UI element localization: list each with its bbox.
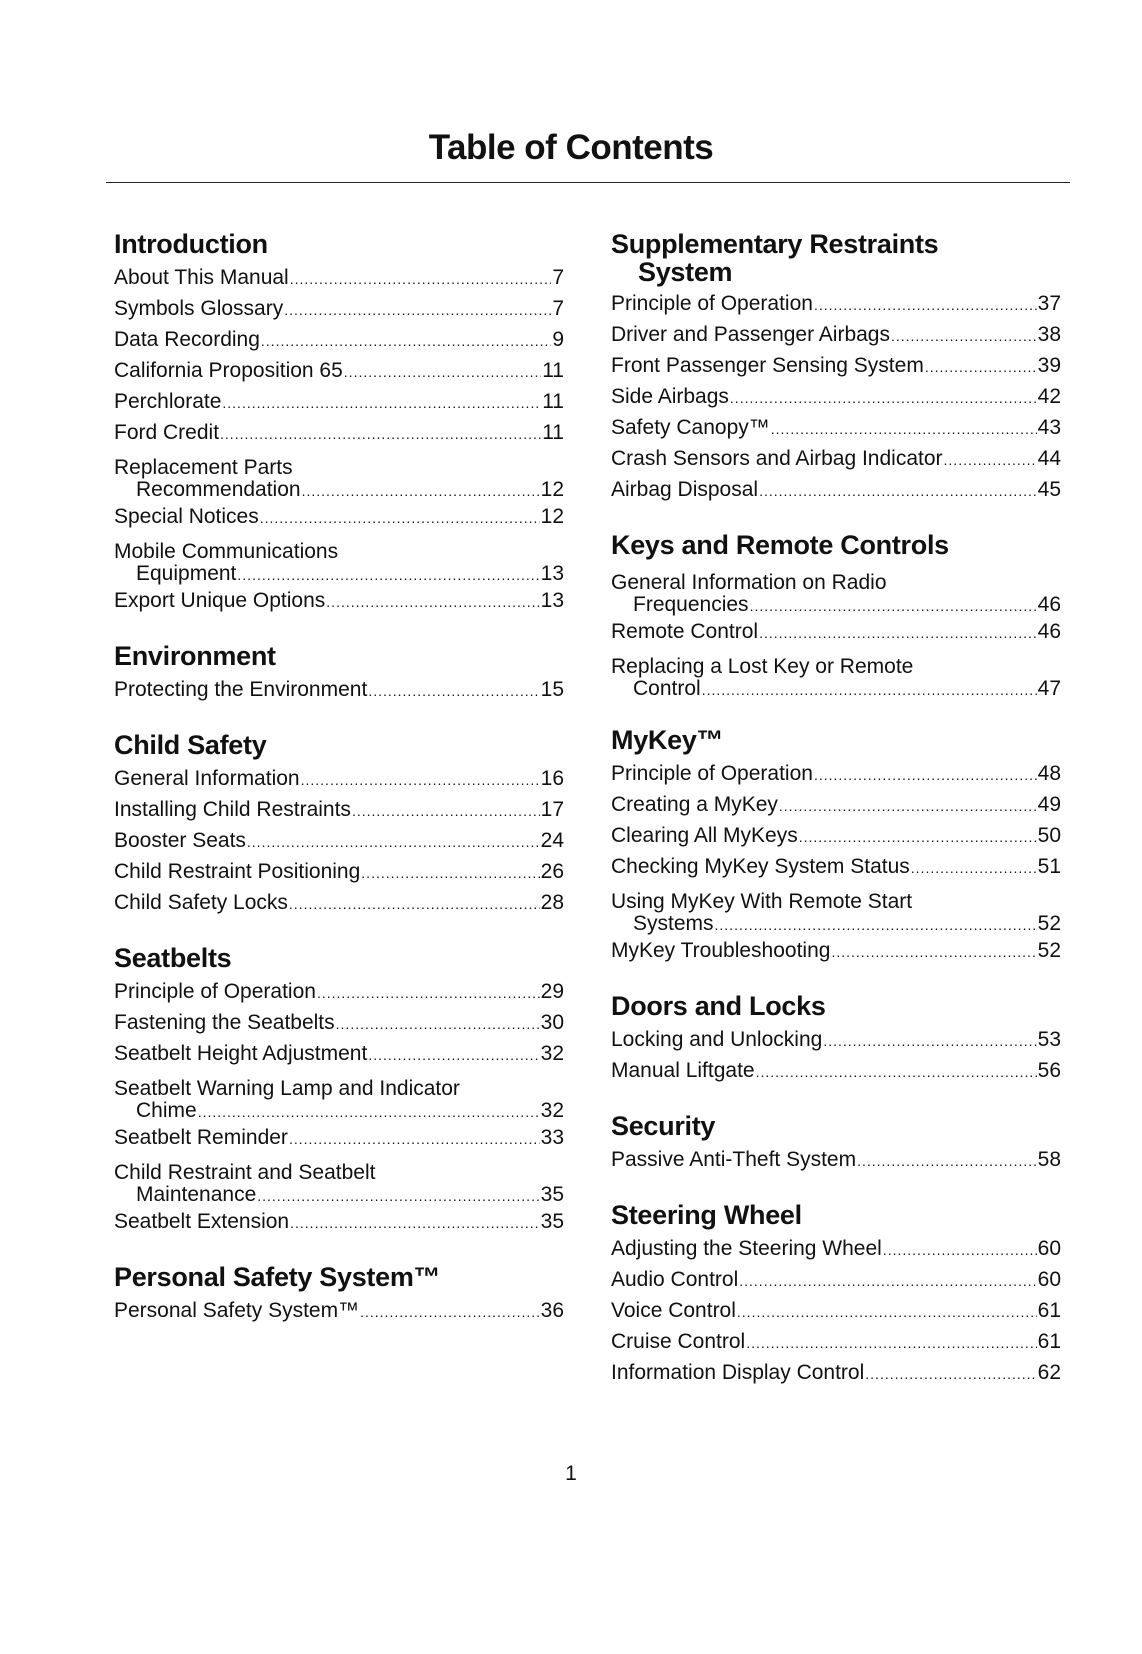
entry-page-number: 15	[540, 678, 564, 701]
section-heading-text: Introduction	[114, 229, 268, 259]
entry-page-number: 12	[540, 478, 564, 501]
entry-row	[611, 444, 1061, 475]
entry-page-number: 29	[540, 980, 564, 1003]
section-heading[interactable]	[114, 1262, 564, 1292]
section-heading[interactable]	[611, 725, 1061, 755]
entry-row	[114, 325, 564, 356]
toc-entry[interactable]	[114, 795, 564, 826]
entry-label: Information Display Control	[611, 1361, 865, 1384]
entry-row	[611, 936, 1061, 967]
entry-label-continuation: Systems	[633, 912, 714, 935]
entry-row	[114, 1184, 564, 1207]
toc-entry[interactable]	[114, 449, 564, 502]
dot-leader	[317, 978, 540, 1008]
entry-page-number: 35	[540, 1183, 564, 1206]
toc-section	[114, 1262, 564, 1327]
entry-row	[611, 913, 1061, 936]
dot-leader	[771, 414, 1037, 444]
section-heading-continuation: System	[638, 257, 733, 287]
entry-page-number: 28	[540, 891, 564, 914]
entry-page-number: 60	[1037, 1268, 1061, 1291]
section-heading-text: Steering Wheel	[611, 1200, 802, 1230]
section-heading-text: Child Safety	[114, 730, 267, 760]
toc-entry[interactable]	[611, 883, 1061, 936]
toc-section	[114, 229, 564, 617]
toc-entry[interactable]	[114, 502, 564, 533]
toc-entry[interactable]	[611, 852, 1061, 883]
section-heading[interactable]	[611, 530, 1061, 560]
toc-entry[interactable]	[611, 1056, 1061, 1087]
dot-leader	[715, 914, 1037, 936]
section-heading-text: Seatbelts	[114, 943, 232, 973]
entry-label: Principle of Operation	[611, 762, 813, 785]
entry-label: Child Safety Locks	[114, 891, 288, 914]
toc-entry[interactable]	[611, 1327, 1061, 1358]
entry-page-number: 11	[542, 421, 564, 444]
dot-leader	[284, 295, 551, 325]
toc-section	[611, 991, 1061, 1087]
toc-section	[114, 641, 564, 706]
entry-label: Installing Child Restraints	[114, 798, 351, 821]
entry-row	[611, 289, 1061, 320]
toc-entry[interactable]	[611, 821, 1061, 852]
entry-label: General Information on Radio	[611, 571, 887, 594]
entry-label: Replacing a Lost Key or Remote	[611, 655, 914, 678]
dot-leader	[368, 676, 539, 706]
entry-page-number: 56	[1037, 1059, 1061, 1082]
toc-entry[interactable]	[611, 759, 1061, 790]
entry-page-number: 39	[1037, 354, 1061, 377]
entry-page-number: 50	[1037, 824, 1061, 847]
dot-leader	[737, 1297, 1037, 1327]
dot-leader	[739, 1266, 1036, 1296]
section-heading-text: Security	[611, 1111, 716, 1141]
toc-entry[interactable]	[114, 888, 564, 919]
entry-label-continuation: Chime	[136, 1099, 197, 1122]
entry-row	[611, 475, 1061, 506]
toc-entry[interactable]	[114, 387, 564, 418]
toc-entry[interactable]	[114, 857, 564, 888]
entry-row	[611, 617, 1061, 648]
entry-label: Remote Control	[611, 620, 759, 643]
entry-label: Driver and Passenger Airbags	[611, 323, 890, 346]
toc-entry[interactable]	[114, 586, 564, 617]
entry-label-continuation: Equipment	[136, 562, 237, 585]
section-heading-text: Personal Safety System™	[114, 1262, 441, 1292]
entry-page-number: 37	[1037, 292, 1061, 315]
section-heading[interactable]	[114, 641, 564, 671]
dot-leader	[883, 1235, 1037, 1265]
entry-row	[114, 888, 564, 919]
dot-leader	[759, 618, 1037, 648]
toc-entry[interactable]	[611, 1296, 1061, 1327]
entry-page-number: 61	[1037, 1299, 1061, 1322]
entry-label: About This Manual	[114, 266, 289, 289]
section-heading-text: Keys and Remote Controls	[611, 530, 949, 560]
entry-label: Safety Canopy™	[611, 416, 770, 439]
toc-entry[interactable]	[611, 382, 1061, 413]
entry-row	[611, 790, 1061, 821]
entry-row	[611, 759, 1061, 790]
dot-leader	[865, 1359, 1036, 1389]
entry-row	[114, 502, 564, 533]
entry-page-number: 49	[1037, 793, 1061, 816]
dot-leader	[360, 1297, 540, 1327]
entry-page-number: 45	[1037, 478, 1061, 501]
entry-page-number: 46	[1037, 593, 1061, 616]
entry-label: Seatbelt Reminder	[114, 1126, 288, 1149]
toc-entry[interactable]	[114, 263, 564, 294]
entry-label: Seatbelt Height Adjustment	[114, 1042, 368, 1065]
page-title: Table of Contents	[428, 128, 714, 167]
dot-leader	[756, 1057, 1037, 1087]
entry-label: MyKey Troubleshooting	[611, 939, 831, 962]
entry-row	[114, 1008, 564, 1039]
entry-row	[114, 586, 564, 617]
dot-leader	[301, 765, 540, 795]
entry-page-number: 7	[552, 297, 564, 320]
dot-leader	[336, 1009, 540, 1039]
entry-row	[114, 356, 564, 387]
entry-label: General Information	[114, 767, 300, 790]
toc-section	[114, 730, 564, 919]
section-heading-text: Doors and Locks	[611, 991, 826, 1021]
entry-page-number: 61	[1037, 1330, 1061, 1353]
toc-entry[interactable]	[611, 936, 1061, 967]
entry-page-number: 12	[540, 505, 564, 528]
toc-entry[interactable]	[611, 444, 1061, 475]
dot-leader	[814, 290, 1037, 320]
entry-label: Manual Liftgate	[611, 1059, 755, 1082]
section-heading[interactable]	[114, 943, 564, 973]
entry-page-number: 33	[540, 1126, 564, 1149]
entry-label: Symbols Glossary	[114, 297, 284, 320]
dot-leader	[891, 321, 1037, 351]
dot-leader	[289, 1124, 540, 1154]
toc-section	[611, 1111, 1061, 1176]
toc-entry[interactable]	[611, 790, 1061, 821]
dot-leader	[222, 388, 541, 418]
toc-entry[interactable]	[114, 356, 564, 387]
toc-column-right	[611, 229, 1061, 1413]
toc-entry[interactable]	[114, 533, 564, 586]
dot-leader	[220, 419, 541, 449]
dot-leader	[823, 1026, 1036, 1056]
entry-row	[114, 479, 564, 502]
entry-label: Mobile Communications	[114, 540, 339, 563]
toc-entry[interactable]	[114, 1039, 564, 1070]
entry-row	[611, 1265, 1061, 1296]
dot-leader	[302, 480, 540, 502]
entry-page-number: 24	[540, 829, 564, 852]
dot-leader	[257, 1185, 539, 1207]
entry-page-number: 36	[540, 1299, 564, 1322]
entry-label-continuation: Frequencies	[633, 593, 749, 616]
section-heading[interactable]	[114, 229, 564, 259]
entry-row	[114, 1123, 564, 1154]
dot-leader	[911, 853, 1037, 883]
dot-leader	[750, 595, 1037, 617]
entry-label: Seatbelt Warning Lamp and Indicator	[114, 1077, 460, 1100]
entry-row	[114, 826, 564, 857]
entry-row	[114, 263, 564, 294]
dot-leader	[352, 796, 540, 826]
toc-column-left	[114, 229, 564, 1351]
entry-label: Data Recording	[114, 328, 260, 351]
entry-row	[611, 1145, 1061, 1176]
entry-page-number: 47	[1037, 677, 1061, 700]
entry-label: Booster Seats	[114, 829, 246, 852]
entry-label: Seatbelt Extension	[114, 1210, 290, 1233]
entry-row	[611, 1025, 1061, 1056]
dot-leader	[857, 1146, 1037, 1176]
entry-page-number: 53	[1037, 1028, 1061, 1051]
entry-label: Export Unique Options	[114, 589, 326, 612]
section-heading[interactable]	[114, 730, 564, 760]
toc-entry[interactable]	[611, 1358, 1061, 1389]
dot-leader	[289, 889, 540, 919]
entry-label: Child Restraint Positioning	[114, 860, 361, 883]
section-heading[interactable]	[611, 991, 1061, 1021]
toc-entry[interactable]	[114, 1070, 564, 1123]
toc-entry[interactable]	[611, 320, 1061, 351]
dot-leader	[730, 383, 1037, 413]
entry-row	[114, 1039, 564, 1070]
entry-label: Protecting the Environment	[114, 678, 368, 701]
toc-entry[interactable]	[611, 289, 1061, 320]
dot-leader	[290, 264, 552, 294]
toc-entry[interactable]	[114, 418, 564, 449]
entry-page-number: 44	[1037, 447, 1061, 470]
toc-entry[interactable]	[611, 475, 1061, 506]
dot-leader	[759, 476, 1037, 506]
entry-row	[611, 594, 1061, 617]
toc-entry[interactable]	[611, 351, 1061, 382]
toc-entry[interactable]	[114, 294, 564, 325]
entry-label: Personal Safety System™	[114, 1299, 360, 1322]
toc-entry[interactable]	[114, 1154, 564, 1207]
section-heading-text: Supplementary Restraints	[611, 229, 939, 259]
entry-row	[611, 382, 1061, 413]
entry-label: Crash Sensors and Airbag Indicator	[611, 447, 943, 470]
entry-label: Front Passenger Sensing System	[611, 354, 924, 377]
entry-label-continuation: Control	[633, 677, 701, 700]
entry-label: Using MyKey With Remote Start	[611, 890, 913, 913]
entry-label: Airbag Disposal	[611, 478, 759, 501]
toc-section	[611, 725, 1061, 967]
toc-entry[interactable]	[114, 1123, 564, 1154]
toc-entry[interactable]	[611, 1265, 1061, 1296]
entry-page-number: 46	[1037, 620, 1061, 643]
dot-leader	[198, 1101, 540, 1123]
section-heading[interactable]	[611, 1200, 1061, 1230]
toc-entry[interactable]	[114, 1008, 564, 1039]
entry-row	[114, 294, 564, 325]
toc-entry[interactable]	[611, 413, 1061, 444]
section-heading-text: MyKey™	[611, 725, 724, 755]
entry-page-number: 16	[540, 767, 564, 790]
entry-row	[114, 387, 564, 418]
toc-entry[interactable]	[114, 325, 564, 356]
entry-row	[611, 821, 1061, 852]
page-number: 1	[565, 1462, 577, 1485]
entry-label: Locking and Unlocking	[611, 1028, 823, 1051]
entry-label: Replacement Parts	[114, 456, 293, 479]
entry-label: Special Notices	[114, 505, 259, 528]
entry-label: Side Airbags	[611, 385, 729, 408]
dot-leader	[368, 1040, 539, 1070]
entry-page-number: 17	[540, 798, 564, 821]
entry-page-number: 35	[540, 1210, 564, 1233]
entry-page-number: 52	[1037, 912, 1061, 935]
dot-leader	[944, 445, 1037, 475]
dot-leader	[814, 760, 1037, 790]
dot-leader	[361, 858, 539, 888]
entry-label: Principle of Operation	[114, 980, 316, 1003]
dot-leader	[746, 1328, 1036, 1358]
section-heading[interactable]	[611, 1111, 1061, 1141]
dot-leader	[261, 326, 551, 356]
entry-row	[114, 764, 564, 795]
entry-label: Child Restraint and Seatbelt	[114, 1161, 376, 1184]
toc-entry[interactable]	[611, 617, 1061, 648]
entry-label: Adjusting the Steering Wheel	[611, 1237, 882, 1260]
dot-leader	[702, 679, 1037, 701]
toc-entry[interactable]	[611, 1025, 1061, 1056]
entry-row	[114, 675, 564, 706]
entry-page-number: 13	[540, 589, 564, 612]
dot-leader	[247, 827, 540, 857]
entry-row	[114, 1207, 564, 1238]
dot-leader	[831, 937, 1036, 967]
toc-entry[interactable]	[114, 977, 564, 1008]
entry-label: Checking MyKey System Status	[611, 855, 910, 878]
toc-entry[interactable]	[611, 1145, 1061, 1176]
entry-row	[114, 418, 564, 449]
entry-page-number: 42	[1037, 385, 1061, 408]
entry-page-number: 51	[1037, 855, 1061, 878]
entry-page-number: 9	[552, 328, 564, 351]
dot-leader	[779, 791, 1037, 821]
entry-label: Passive Anti-Theft System	[611, 1148, 857, 1171]
entry-label: Audio Control	[611, 1268, 739, 1291]
entry-label: Fastening the Seatbelts	[114, 1011, 335, 1034]
title-divider	[106, 182, 1070, 183]
entry-label-continuation: Recommendation	[136, 478, 301, 501]
entry-row	[611, 1358, 1061, 1389]
entry-row	[114, 563, 564, 586]
toc-entry[interactable]	[114, 826, 564, 857]
entry-row	[114, 795, 564, 826]
entry-page-number: 58	[1037, 1148, 1061, 1171]
section-heading[interactable]	[611, 229, 1061, 285]
entry-row	[611, 1296, 1061, 1327]
toc-entry[interactable]	[611, 1234, 1061, 1265]
entry-page-number: 62	[1037, 1361, 1061, 1384]
toc-entry[interactable]	[114, 1207, 564, 1238]
entry-page-number: 43	[1037, 416, 1061, 439]
entry-row	[114, 977, 564, 1008]
entry-label: Voice Control	[611, 1299, 736, 1322]
section-heading-text: Environment	[114, 641, 276, 671]
entry-row	[611, 1056, 1061, 1087]
entry-row	[114, 1100, 564, 1123]
entry-label: Principle of Operation	[611, 292, 813, 315]
entry-page-number: 26	[540, 860, 564, 883]
entry-row	[611, 1327, 1061, 1358]
entry-row	[611, 852, 1061, 883]
entry-row	[114, 857, 564, 888]
entry-page-number: 32	[540, 1099, 564, 1122]
entry-row	[611, 320, 1061, 351]
entry-page-number: 52	[1037, 939, 1061, 962]
entry-page-number: 32	[540, 1042, 564, 1065]
dot-leader	[290, 1208, 540, 1238]
entry-label: Creating a MyKey	[611, 793, 778, 816]
toc-entry[interactable]	[114, 764, 564, 795]
entry-page-number: 60	[1037, 1237, 1061, 1260]
toc-section	[114, 943, 564, 1238]
toc-section	[611, 229, 1061, 506]
entry-label: California Proposition 65	[114, 359, 343, 382]
entry-row	[611, 678, 1061, 701]
entry-row	[611, 1234, 1061, 1265]
entry-page-number: 48	[1037, 762, 1061, 785]
entry-row	[611, 413, 1061, 444]
entry-label: Perchlorate	[114, 390, 222, 413]
entry-page-number: 7	[552, 266, 564, 289]
entry-label-continuation: Maintenance	[136, 1183, 257, 1206]
toc-section	[611, 530, 1061, 701]
toc-entry[interactable]	[114, 1296, 564, 1327]
entry-page-number: 11	[542, 359, 564, 382]
toc-entry[interactable]	[611, 564, 1061, 617]
dot-leader	[925, 352, 1037, 382]
entry-page-number: 13	[540, 562, 564, 585]
entry-row	[611, 351, 1061, 382]
entry-label: Clearing All MyKeys	[611, 824, 798, 847]
entry-label: Ford Credit	[114, 421, 220, 444]
toc-entry[interactable]	[611, 648, 1061, 701]
toc-entry[interactable]	[114, 675, 564, 706]
toc-section	[611, 1200, 1061, 1389]
dot-leader	[344, 357, 541, 387]
entry-page-number: 38	[1037, 323, 1061, 346]
entry-row	[114, 1296, 564, 1327]
entry-label: Cruise Control	[611, 1330, 746, 1353]
dot-leader	[326, 587, 539, 617]
dot-leader	[237, 564, 539, 586]
dot-leader	[260, 503, 540, 533]
entry-page-number: 30	[540, 1011, 564, 1034]
dot-leader	[799, 822, 1037, 852]
entry-page-number: 11	[542, 390, 564, 413]
